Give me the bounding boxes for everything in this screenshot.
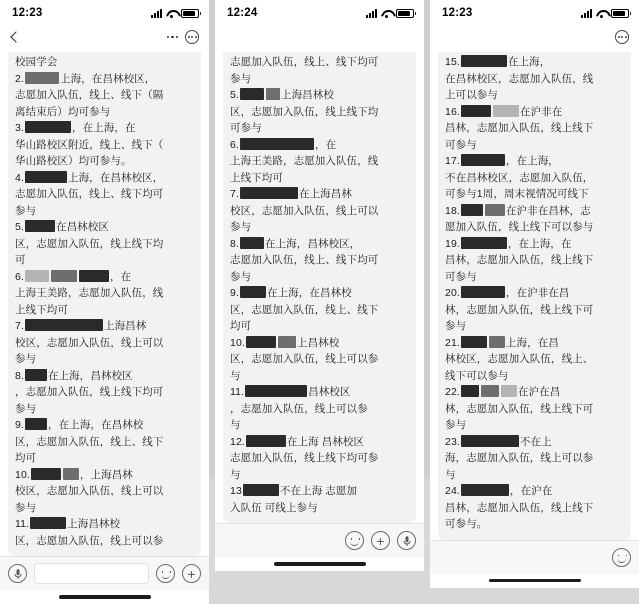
bubble-line: 校区，志愿加入队伍，线上可以: [15, 485, 164, 497]
bubble-line: 林校区，志愿加入队伍，线上、: [445, 353, 594, 365]
bubble-line: 昌林，志愿加入队伍，线上线下: [445, 122, 594, 134]
cellular-signal-icon: [366, 9, 377, 18]
bubble-line: 上海王美路，志愿加入队伍，线: [230, 155, 379, 167]
nav-spacer: [225, 30, 234, 44]
bubble-line: 校区，志愿加入队伍，线上可以: [15, 336, 164, 349]
bubble-line: 校区，志愿加入队伍，线上可以: [230, 204, 379, 217]
bubble-line: 可参与。: [445, 518, 488, 530]
wifi-icon: [596, 9, 607, 18]
bubble-line: 华山路校区附近，线上、线下（: [15, 138, 164, 151]
bubble-line: 华山路校区）均可参与。: [15, 155, 132, 167]
input-bar[interactable]: [430, 540, 639, 574]
nav-actions: [167, 30, 200, 44]
battery-icon: [181, 9, 199, 18]
bubble-line: 12. 在上海 昌林校区: [230, 435, 365, 448]
bubble-line: 区，志愿加入队伍，线上可以参: [230, 353, 379, 365]
phone-screenshot-1: [0, 0, 209, 547]
bubble-line: 8. 在上海，昌林校区，: [230, 237, 361, 250]
bubble-line: 参与: [445, 419, 467, 431]
phone-screenshot-3: [430, 0, 639, 530]
status-bar: [215, 0, 424, 26]
bubble-line: 9. ，在上海，在昌林校: [15, 419, 144, 431]
bubble-line: 20. ，在沪非在昌: [445, 287, 570, 299]
bubble-line: 均可: [15, 452, 37, 464]
chevron-left-icon[interactable]: [10, 30, 19, 44]
bubble-line: 可: [15, 254, 26, 266]
bubble-line: 区，志愿加入队伍，线上、线下: [230, 303, 379, 316]
bubble-line: 区，志愿加入队伍，线上、线下: [15, 435, 164, 448]
plus-icon[interactable]: [371, 531, 390, 550]
more-circle-icon[interactable]: [185, 30, 199, 44]
home-indicator: [430, 574, 639, 588]
bubble-line: 24. ，在沪在: [445, 485, 553, 497]
bubble-line: 与: [230, 369, 241, 382]
bubble-line: 11. 昌林校区: [230, 386, 351, 398]
bubble-line: 9. 在上海，在昌林校: [230, 287, 352, 299]
bubble-line: 可参与: [445, 270, 477, 283]
voice-input-icon[interactable]: [8, 564, 27, 583]
emoji-icon[interactable]: [345, 531, 364, 550]
bubble-line: 7. 上海昌林: [15, 320, 147, 332]
cellular-signal-icon: [151, 9, 162, 18]
bubble-line: 志愿加入队伍，线上、线下均可: [15, 188, 164, 200]
bubble-line: 10. ，上海昌林: [15, 468, 133, 481]
bubble-line: 上可以参与: [445, 89, 498, 101]
bubble-line: 参与: [15, 353, 37, 365]
bubble-line: 6. ，在: [15, 270, 132, 283]
bubble-line: 线下可以参与: [445, 369, 509, 382]
bubble-line: 参与: [15, 204, 37, 217]
bubble-line: 可参与: [230, 122, 262, 134]
nav-spacer: [440, 30, 449, 44]
nav-actions: [615, 30, 629, 44]
bubble-line: 22. 在沪在昌: [445, 386, 561, 398]
bubble-line: 上线下均可: [15, 303, 68, 316]
bubble-line: 17. ，在上海，: [445, 155, 559, 167]
emoji-icon[interactable]: [612, 548, 631, 567]
bubble-line: 可参与: [445, 138, 477, 151]
bubble-line: 19. ，在上海，在: [445, 237, 572, 250]
bubble-line: 5. 上海昌林校: [230, 89, 334, 101]
message-bubble[interactable]: [438, 52, 631, 540]
battery-icon: [396, 9, 414, 18]
bubble-line: 7. 在上海昌林: [230, 188, 352, 200]
bubble-line: 13 不在上海 志愿加: [230, 485, 358, 497]
bubble-line: 参与: [15, 501, 37, 514]
message-bubble[interactable]: [223, 52, 416, 523]
bubble-line: 在昌林校区，志愿加入队伍，线: [445, 72, 594, 85]
bubble-line: 海，志愿加入队伍，线上可以参: [445, 452, 594, 464]
bubble-line: 区，志愿加入队伍，线上线下均: [15, 237, 164, 250]
bubble-line: 区，志愿加入队伍，线上可以参: [15, 534, 164, 547]
nav-bar: [215, 26, 424, 48]
bubble-line: 参与: [15, 402, 37, 415]
home-indicator: [215, 557, 424, 571]
bubble-line: 上线下均可: [230, 171, 283, 184]
message-bubble[interactable]: [8, 52, 201, 556]
bubble-line: 16. 在沪非在: [445, 105, 563, 118]
status-indicators: [151, 9, 199, 18]
bubble-line: 志愿加入队伍，线上、线下均可: [230, 56, 379, 68]
battery-icon: [611, 9, 629, 18]
message-area[interactable]: [215, 48, 424, 523]
bubble-line: 昌林，志愿加入队伍，线上线下: [445, 501, 594, 514]
bubble-line: 志愿加入队伍，线上线下均可参: [230, 452, 379, 464]
plus-icon[interactable]: [182, 564, 201, 583]
home-indicator: [0, 590, 209, 604]
bubble-line: 与: [445, 468, 456, 481]
bubble-line: 区，志愿加入队伍，线上线下均: [230, 105, 379, 118]
bubble-line: 21. 上海，在昌: [445, 336, 559, 349]
bubble-line: 与: [230, 468, 241, 481]
voice-input-icon[interactable]: [397, 531, 416, 550]
bubble-line: 2. 上海，在昌林校区，: [15, 72, 156, 85]
status-indicators: [366, 9, 414, 18]
bubble-line: 15. 在上海，: [445, 56, 551, 68]
bubble-line: 校园学会: [15, 56, 58, 68]
status-bar: [430, 0, 639, 26]
bubble-line: 入队伍 可线上参与: [230, 501, 318, 514]
bubble-line: 参与: [445, 320, 467, 332]
bubble-line: ，志愿加入队伍，线上可以参: [230, 402, 368, 415]
bubble-line: 11. 上海昌林校: [15, 518, 121, 530]
bubble-line: 林，志愿加入队伍，线上线下可: [445, 303, 594, 316]
nav-bar: [430, 26, 639, 48]
wifi-icon: [381, 9, 392, 18]
bubble-line: 上海王美路，志愿加入队伍，线: [15, 287, 164, 299]
input-bar[interactable]: [0, 556, 209, 590]
phone-screenshot-2: [215, 0, 424, 514]
bubble-line: 3. ，在上海，在: [15, 122, 136, 134]
bubble-line: 18. 在沪非在昌林，志: [445, 204, 591, 217]
cellular-signal-icon: [581, 9, 592, 18]
status-time: 12:24: [227, 7, 258, 19]
status-indicators: [581, 9, 629, 18]
bubble-line: 参与: [230, 270, 252, 283]
bubble-line: 不在昌林校区，志愿加入队伍，: [445, 171, 594, 184]
bubble-line: 6. ，在: [230, 138, 337, 151]
message-input[interactable]: [34, 563, 149, 584]
bubble-line: 昌林，志愿加入队伍，线上线下: [445, 254, 594, 266]
input-bar[interactable]: [215, 523, 424, 557]
bubble-line: 可参与1周，周末视情况可线下: [445, 188, 589, 200]
bubble-line: 志愿加入队伍，线上、线下（隔: [15, 89, 164, 101]
more-dots-icon[interactable]: [167, 36, 179, 39]
message-area[interactable]: [430, 48, 639, 540]
status-time: 12:23: [12, 7, 43, 19]
wifi-icon: [166, 9, 177, 18]
more-circle-icon[interactable]: [615, 30, 629, 44]
nav-bar: [0, 26, 209, 48]
bubble-line: 8. 在上海，昌林校区: [15, 369, 133, 382]
bubble-line: 10. 上昌林校: [230, 336, 340, 349]
bubble-line: ，志愿加入队伍，线上线下均可: [15, 386, 164, 398]
bubble-line: 林，志愿加入队伍，线上线下可: [445, 402, 594, 415]
bubble-line: 5. 在昌林校区: [15, 221, 109, 233]
bubble-line: 23. 不在上: [445, 435, 552, 448]
status-bar: [0, 0, 209, 26]
bubble-line: 离结束后）均可参与: [15, 105, 111, 118]
bubble-line: 参与: [230, 72, 252, 85]
status-time: 12:23: [442, 7, 473, 19]
emoji-icon[interactable]: [156, 564, 175, 583]
message-area[interactable]: [0, 48, 209, 556]
bubble-line: 与: [230, 419, 241, 431]
bubble-line: 志愿加入队伍，线上、线下均可: [230, 254, 379, 266]
bubble-line: 均可: [230, 320, 252, 332]
bubble-line: 愿加入队伍，线上线下可以参与: [445, 221, 594, 233]
bubble-line: 4. 上海，在昌林校区，: [15, 171, 164, 184]
bubble-line: 参与: [230, 221, 252, 233]
